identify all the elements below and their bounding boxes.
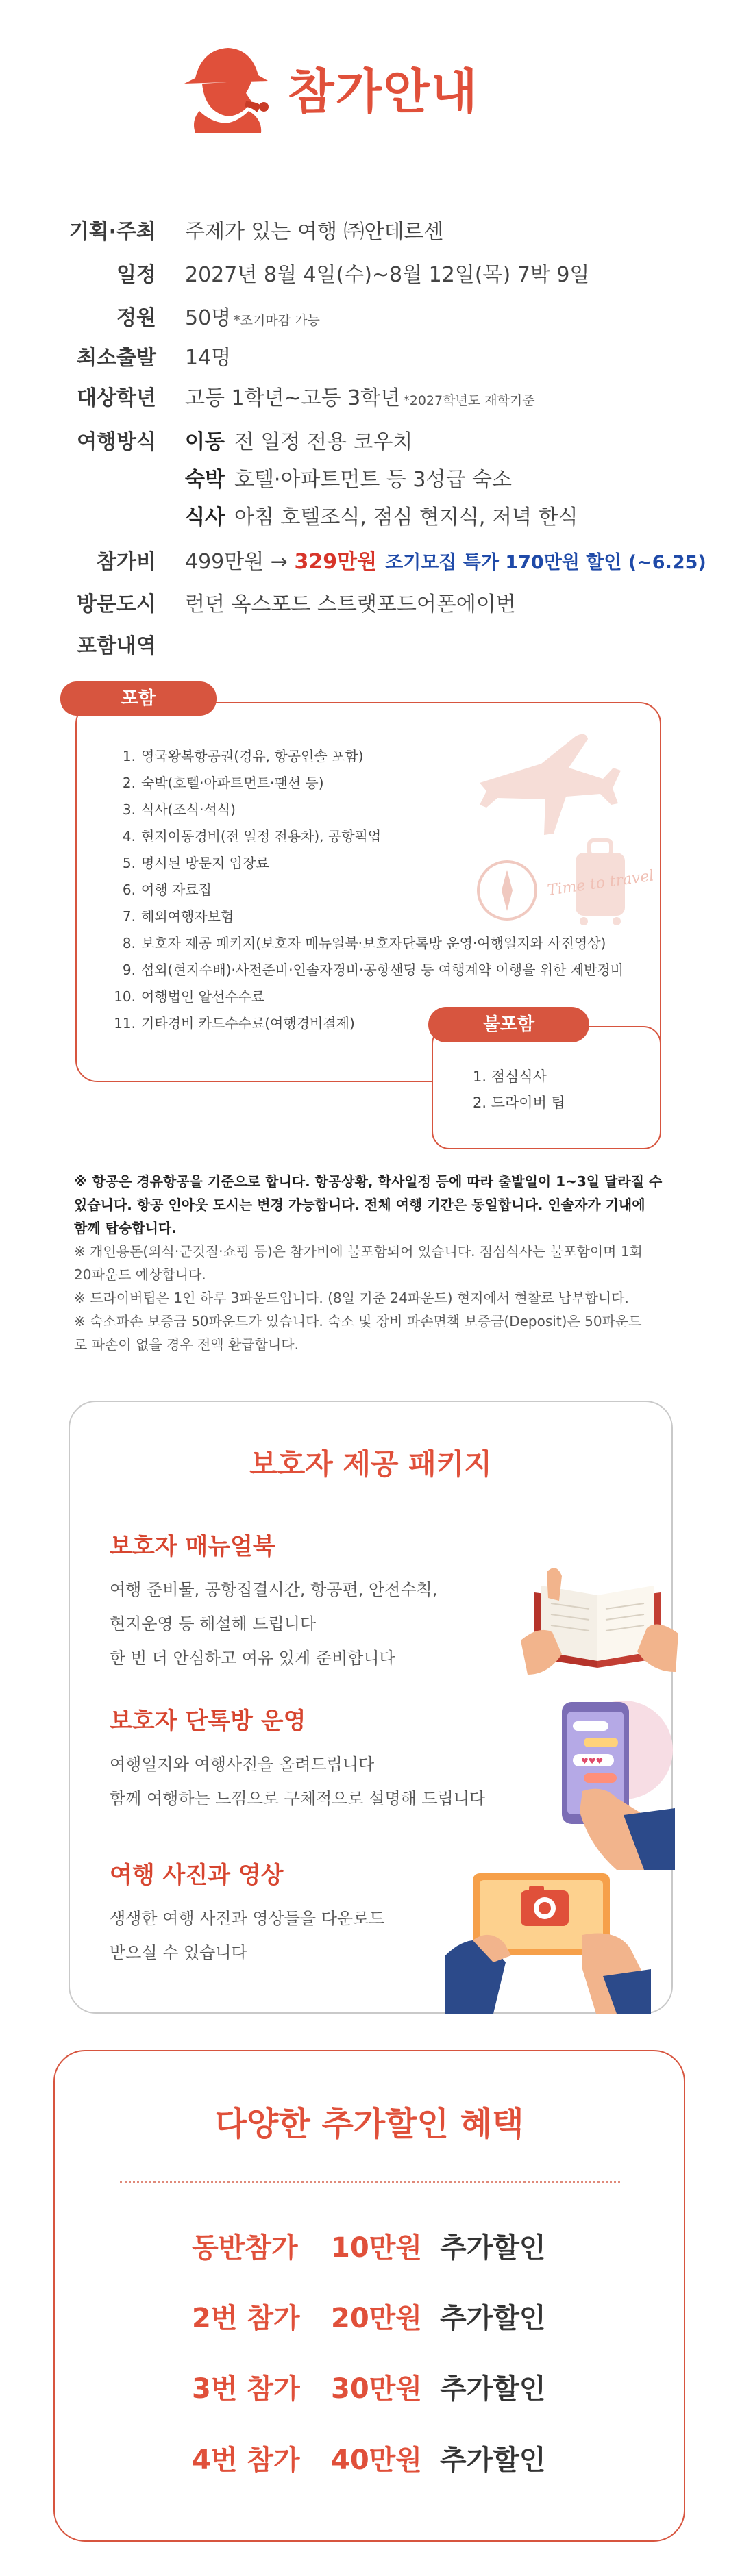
info-fee <box>0 545 740 583</box>
info-value: 14명 <box>185 346 232 370</box>
list-item: 2. 드라이버 팁 <box>473 1095 565 1111</box>
includes-pill: 포함 <box>60 681 217 716</box>
book-hands-icon <box>521 1538 678 1681</box>
discount-row <box>0 2367 740 2408</box>
discount-kind: 3번 참가 <box>192 2373 300 2405</box>
excludes-pill: 불포함 <box>428 1007 589 1042</box>
discount-title: 다양한 추가할인 혜택 <box>214 2105 524 2143</box>
discount-row <box>0 2226 740 2267</box>
method-item: 이동 전 일정 전용 코우치 <box>185 430 413 454</box>
list-item: 8. 보호자 제공 패키지(보호자 매뉴얼북·보호자단톡방 운영·여행일지와 사진영상) <box>122 935 606 951</box>
fee-discounted: 329만원 <box>294 550 378 574</box>
svg-text:♥♥♥: ♥♥♥ <box>581 1756 604 1766</box>
fee-promo: 조기모집 특가 170만원 할인 (~6.25) <box>385 552 706 573</box>
detective-icon <box>175 36 278 138</box>
info-label: 일정 <box>116 263 156 287</box>
info-value: 50명 *조기마감 가능 <box>185 306 320 330</box>
info-planner <box>0 214 740 253</box>
camera-photo-icon <box>445 1853 651 2014</box>
fee-original: 499만원 <box>185 550 264 574</box>
package-text: 생생한 여행 사진과 영상들을 다운로드 <box>110 1909 385 1928</box>
list-item: 10. 여행법인 알선수수료 <box>114 988 265 1005</box>
package-heading: 여행 사진과 영상 <box>110 1862 284 1889</box>
package-text: 받으실 수 있습니다 <box>110 1943 247 1962</box>
note-line: 로 파손이 없을 경우 전액 환급합니다. <box>74 1336 299 1353</box>
page-title: 참가안내 <box>288 64 479 120</box>
travel-illustration-icon <box>459 723 655 928</box>
info-value: 주제가 있는 여행 ㈜안데르센 <box>185 220 444 244</box>
notes <box>74 1170 670 1356</box>
capacity-note: *조기마감 가능 <box>234 313 320 328</box>
list-item: 1. 영국왕복항공권(경유, 항공인솔 포함) <box>122 748 364 764</box>
info-label: 정원 <box>116 306 156 330</box>
list-item: 2. 숙박(호텔·아파트먼트·팬션 등) <box>122 775 324 791</box>
discount-amount: 40만원 <box>331 2444 422 2476</box>
package-text: 여행일지와 여행사진을 올려드립니다 <box>110 1755 375 1774</box>
note-line: ※ 숙소파손 보증금 50파운드가 있습니다. 숙소 및 장비 파손면책 보증금(Deposit)은 50파운드 <box>74 1313 642 1329</box>
discount-suffix: 추가할인 <box>440 2444 546 2476</box>
list-item: 1. 점심식사 <box>473 1068 547 1085</box>
info-value: 2027년 8월 4일(수)~8월 12일(목) 7박 9일 <box>185 263 590 287</box>
discount-amount: 10만원 <box>331 2232 422 2264</box>
discount-kind: 동반참가 <box>192 2232 298 2264</box>
info-cities <box>0 587 740 625</box>
list-item: 3. 식사(조식·석식) <box>122 801 236 818</box>
package-text: 함께 여행하는 느낌으로 구체적으로 설명해 드립니다 <box>110 1789 486 1808</box>
method-item: 식사 아침 호텔조식, 점심 현지식, 저녁 한식 <box>185 505 578 529</box>
info-min-departure <box>0 340 740 379</box>
travel-stamp-text: Time to travel <box>546 867 655 899</box>
grade-note: *2027학년도 재학기준 <box>403 393 535 408</box>
note-line: 20파운드 예상합니다. <box>74 1266 206 1283</box>
info-label: 방문도시 <box>77 592 156 616</box>
discount-divider <box>120 2181 620 2183</box>
note-line: ※ 드라이버팁은 1인 하루 3파운드입니다. (8일 기준 24파운드) 현지에서 현찰로 납부합니다. <box>74 1290 629 1306</box>
discount-kind: 2번 참가 <box>192 2303 300 2334</box>
fee-value <box>185 545 706 575</box>
info-label: 포함내역 <box>77 634 156 658</box>
list-item: 4. 현지이동경비(전 일정 전용차), 공항픽업 <box>122 828 382 845</box>
info-travel-method <box>0 425 740 529</box>
note-line: 함께 탑승합니다. <box>74 1220 177 1236</box>
info-capacity <box>0 301 740 339</box>
note-line: ※ 개인용돈(외식·군것질·쇼핑 등)은 참가비에 불포함되어 있습니다. 점심식사는 불포함이며 1회 <box>74 1243 643 1260</box>
package-heading: 보호자 단톡방 운영 <box>110 1708 306 1735</box>
package-text: 여행 준비물, 공항집결시간, 항공편, 안전수칙, <box>110 1580 438 1599</box>
info-label: 최소출발 <box>77 346 156 370</box>
note-line: 있습니다. 항공 인아웃 도시는 변경 가능합니다. 전체 여행 기간은 동일합니다. 인솔자가 기내에 <box>74 1197 645 1213</box>
list-item: 11. 기타경비 카드수수료(여행경비결제) <box>114 1015 355 1031</box>
list-item: 9. 섭외(현지수배)·사전준비·인솔자경비·공항샌딩 등 여행계약 이행을 위한 제반경비 <box>122 962 624 978</box>
phone-chat-icon <box>541 1695 675 1870</box>
fee-arrow: → <box>270 550 288 574</box>
discount-amount: 20만원 <box>331 2303 422 2334</box>
discount-kind: 4번 참가 <box>192 2444 300 2476</box>
note-line: ※ 항공은 경유항공을 기준으로 합니다. 항공상황, 학사일정 등에 따라 출발일이 1~3일 달라질 수 <box>74 1173 663 1190</box>
info-grade <box>0 381 740 419</box>
discount-row <box>0 2438 740 2479</box>
info-value: 런던 옥스포드 스트랫포드어폰에이번 <box>185 592 516 616</box>
info-label: 참가비 <box>97 550 156 574</box>
excludes-list <box>473 1064 565 1116</box>
method-item: 숙박 호텔·아파트먼트 등 3성급 숙소 <box>185 468 512 492</box>
list-item: 5. 명시된 방문지 입장료 <box>122 855 269 871</box>
info-label: 기획·주최 <box>69 220 156 244</box>
info-schedule <box>0 258 740 296</box>
info-value: 고등 1학년~고등 3학년 *2027학년도 재학기준 <box>185 386 535 410</box>
info-label: 대상학년 <box>77 386 156 410</box>
info-includes-heading <box>0 629 740 667</box>
discount-suffix: 추가할인 <box>440 2232 546 2264</box>
package-text: 한 번 더 안심하고 여유 있게 준비합니다 <box>110 1649 395 1668</box>
list-item: 7. 해외여행자보험 <box>122 908 234 925</box>
list-item: 6. 여행 자료집 <box>122 881 212 898</box>
package-heading: 보호자 매뉴얼북 <box>110 1533 275 1560</box>
discount-row <box>0 2297 740 2338</box>
discount-amount: 30만원 <box>331 2373 422 2405</box>
discount-suffix: 추가할인 <box>440 2373 546 2405</box>
package-text: 현지운영 등 해설해 드립니다 <box>110 1614 317 1634</box>
package-title: 보호자 제공 패키지 <box>249 1447 492 1481</box>
discount-suffix: 추가할인 <box>440 2303 546 2334</box>
info-label: 여행방식 <box>77 430 156 454</box>
